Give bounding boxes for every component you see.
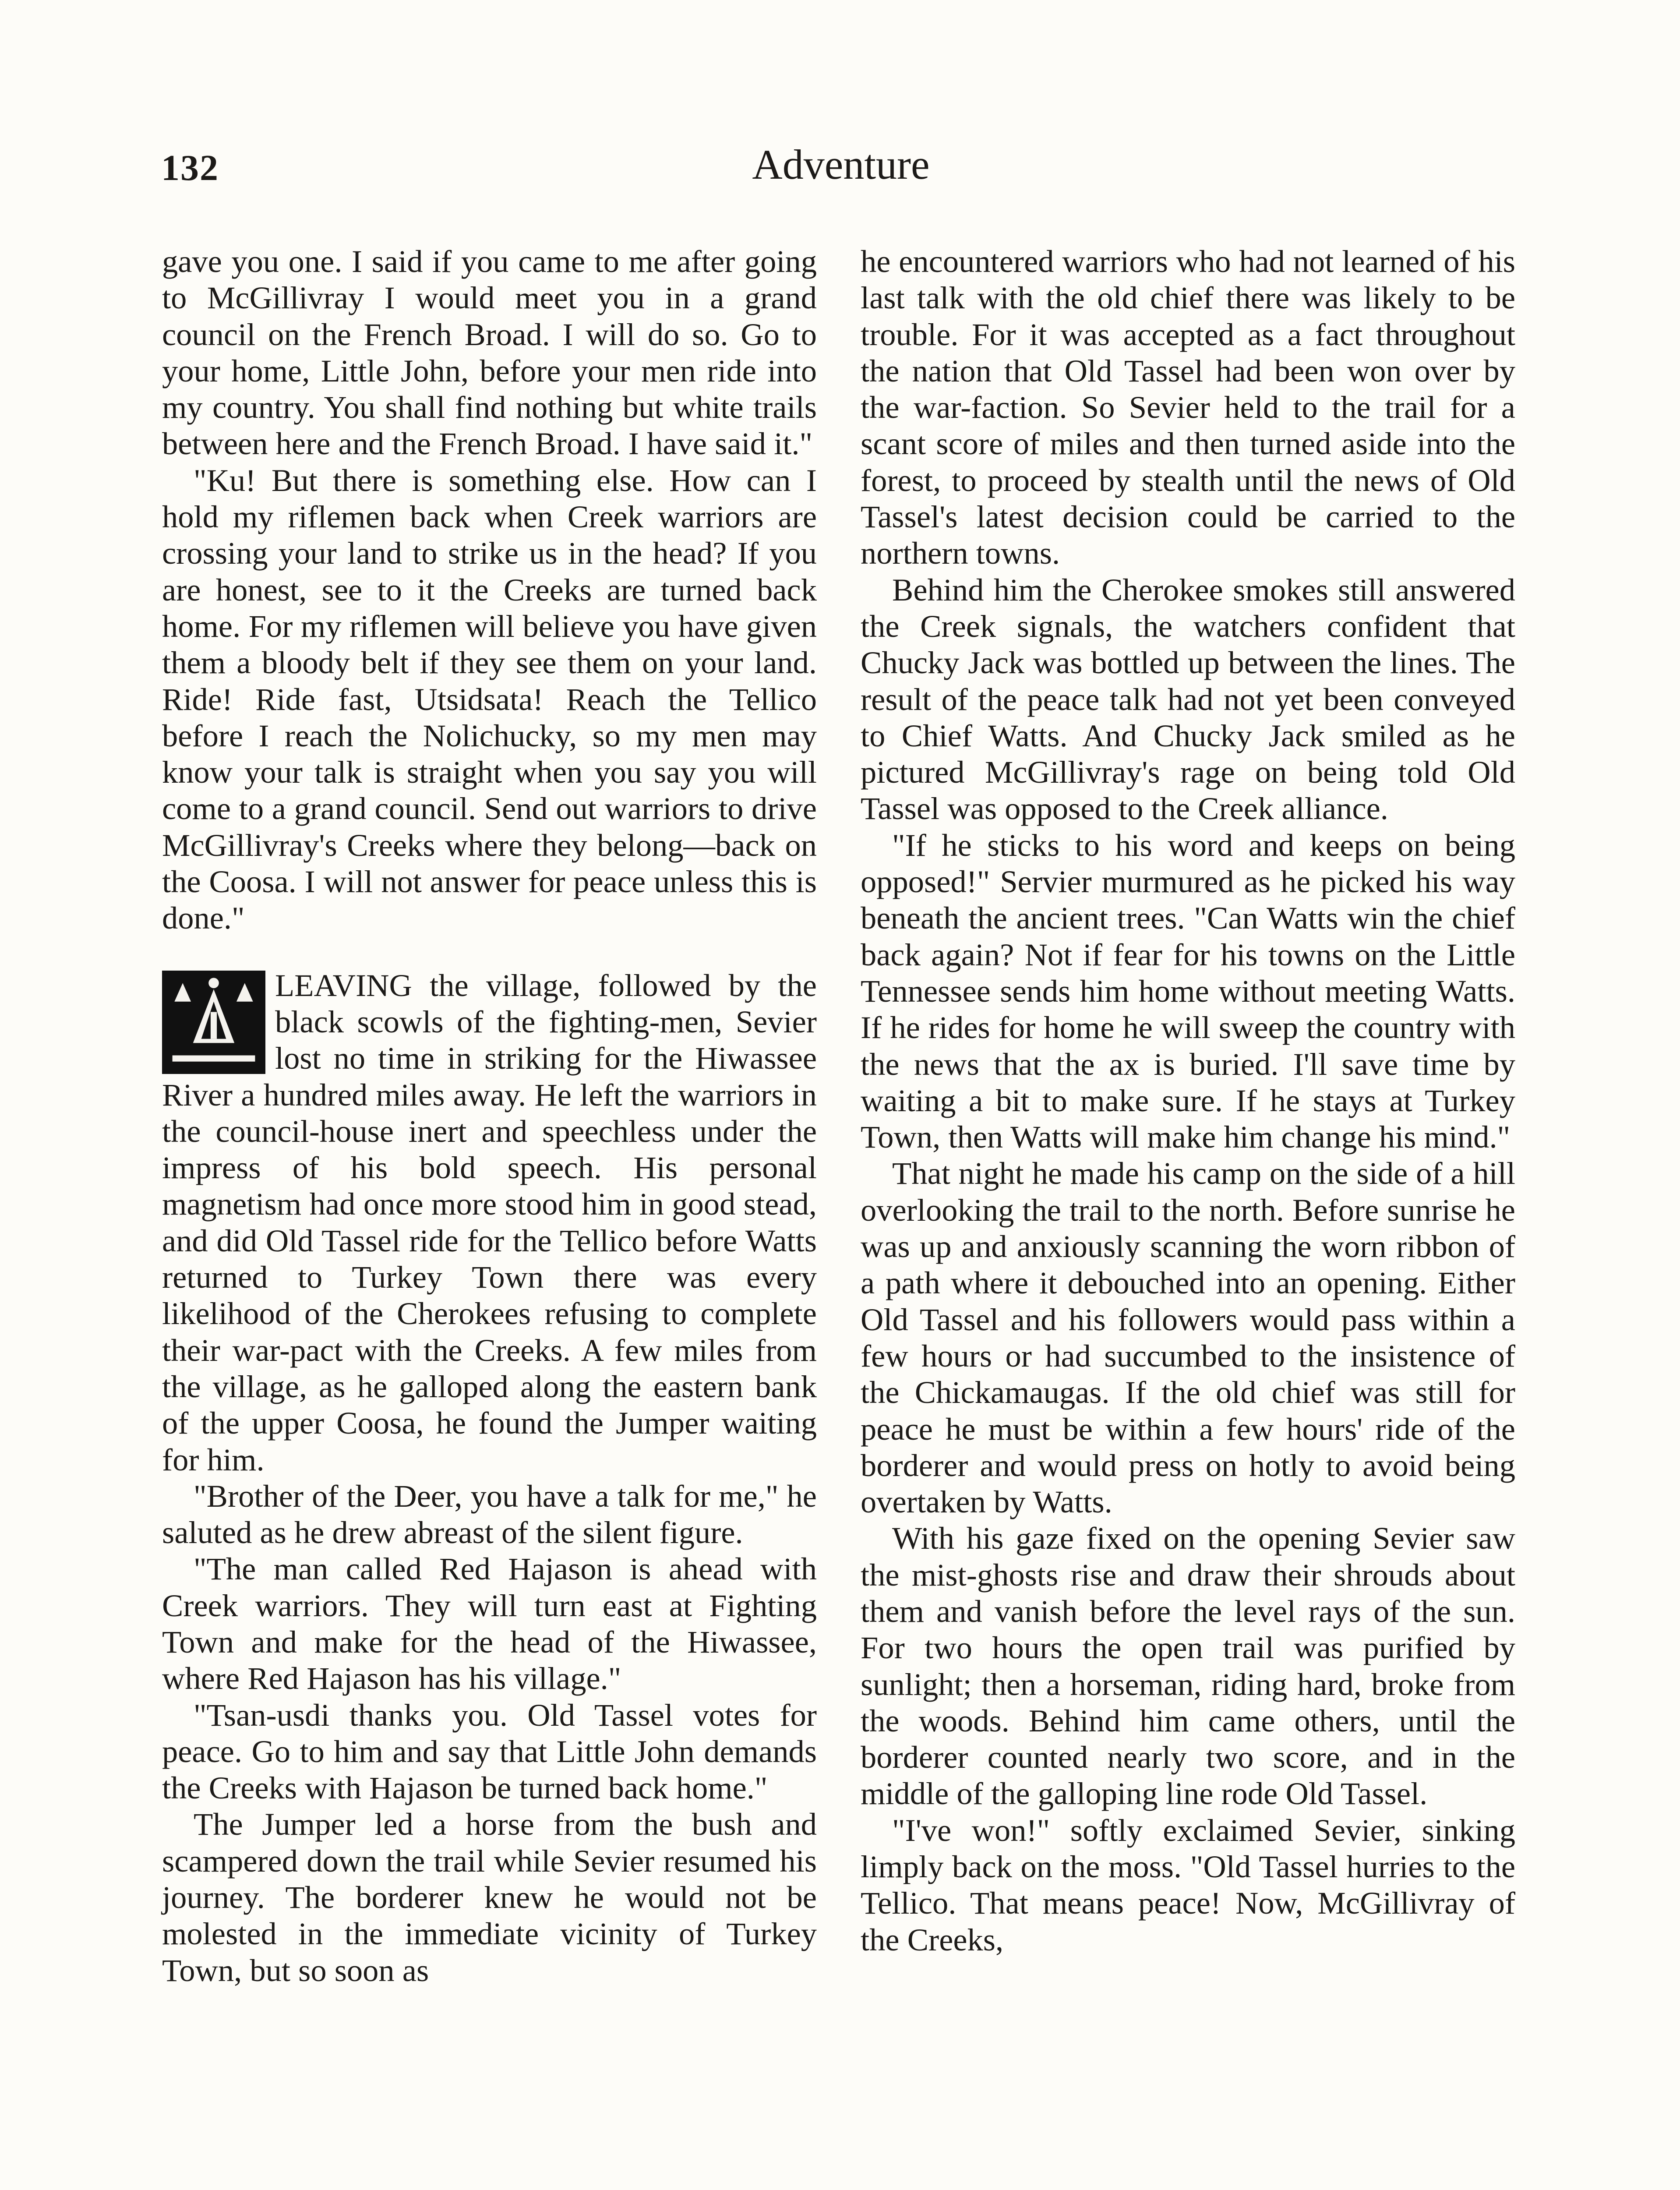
right-column xyxy=(861,243,1515,2190)
paragraph: "I've won!" softly exclaimed Sevier, sinking limply back on the moss. "Old Tassel hurries to the Tellico. That means peace! Now, McGillivray of the Creeks, xyxy=(861,1812,1515,1957)
paragraph: "If he sticks to his word and keeps on being opposed!" Servier murmured as he picked his way beneath the ancient trees. "Can Watts win the chief back again? Not if fear for his towns on the Little Tennessee sends him home without meeting Watts. If he rides for home he will sweep the country with the news that the ax is buried. I'll save time by waiting a bit to make sure. If he stays at Turkey Town, then Watts will make him change his mind." xyxy=(861,827,1515,1155)
paragraph: The Jumper led a horse from the bush and scampered down the trail while Sevier resumed his journey. The borderer knew he would not be molested in the immediate vicinity of Turkey Town, but so soon as xyxy=(162,1806,817,1988)
paragraph: That night he made his camp on the side of a hill overlooking the trail to the north. Before sunrise he was up and anxiously scanning the worn ribbon of a path where it debouched into an opening. Either Old Tassel and his followers would pass within a few hours or had succumbed to the insistence of the Chickamaugas. If the old chief was still for peace he must be within a few hours' ride of the borderer and would press on hotly to avoid being overtaken by Watts. xyxy=(861,1155,1515,1520)
paragraph: "Brother of the Deer, you have a talk for me," he saluted as he drew abreast of the silent figure. xyxy=(162,1478,817,1551)
paragraph: "Ku! But there is something else. How can I hold my riflemen back when Creek warriors are crossing your land to strike us in the head? If you are honest, see to it the Creeks are turned back home. For my riflemen will believe you have given them a bloody belt if they see them on your land. Ride! Ride fast, Utsidsata! Reach the Tellico before I reach the Nolichucky, so my men may know your talk is straight when you say you will come to a grand council. Send out warriors to drive McGillivray's Creeks where they belong—back on the Coosa. I will not answer for peace unless this is done." xyxy=(162,462,817,936)
paragraph: Behind him the Cherokee smokes still answered the Creek signals, the watchers confident that Chucky Jack was bottled up between the lines. The result of the peace talk had not yet been conveyed to Chief Watts. And Chucky Jack smiled as he pictured McGillivray's rage on being told Old Tassel was opposed to the Creek alliance. xyxy=(861,572,1515,827)
section-gap xyxy=(162,936,817,967)
paragraph: "The man called Red Hajason is ahead with Creek warriors. They will turn east at Fighting Town and make for the head of the Hiwassee, where Red Hajason has his village." xyxy=(162,1551,817,1696)
paragraph: With his gaze fixed on the opening Sevier saw the mist-ghosts rise and draw their shrouds about them and vanish before the level rays of the sun. For two hours the open trail was purified by sunlight; then a horseman, riding hard, broke from the woods. Behind him came others, until the borderer counted nearly two score, and in the middle of the galloping line rode Old Tassel. xyxy=(861,1520,1515,1812)
magazine-title: Adventure xyxy=(752,141,930,188)
decorative-initial-icon xyxy=(162,971,265,1074)
left-column xyxy=(162,243,817,2190)
paragraph: "Tsan-usdi thanks you. Old Tassel votes for peace. Go to him and say that Little John demands the Creeks with Hajason be turned back home." xyxy=(162,1697,817,1806)
lead-in-word: LEAVING xyxy=(275,967,412,1003)
paragraph: gave you one. I said if you came to me after going to McGillivray I would meet you in a grand council on the French Broad. I will do so. Go to your home, Little John, before your men ride into my country. You shall find nothing but white trails between here and the French Broad. I have said it." xyxy=(162,244,817,462)
paragraph: he encountered warriors who had not learned of his last talk with the old chief there was likely to be trouble. For it was accepted as a fact throughout the nation that Old Tassel had been won over by the war-faction. So Sevier held to the trail for a scant score of miles and then turned aside into the forest, to proceed by stealth until the news of Old Tassel's latest decision could be carried to the northern towns. xyxy=(861,244,1515,571)
section-text: the village, followed by the black scowls of the fighting-men, Sevier lost no time in striking for the Hiwassee River a hundred miles away. He left the warriors in the council-house inert and speechless under the impress of his bold speech. His personal magnetism had once more stood him in good stead, and did Old Tassel ride for the Tellico before Watts returned to Turkey Town there was every likelihood of the Cherokees refusing to complete their war-pact with the Creeks. A few miles from the village, as he galloped along the eastern bank of the upper Coosa, he found the Jumper waiting for him. xyxy=(162,967,817,1477)
section-opening-paragraph xyxy=(162,967,817,1478)
page-number: 132 xyxy=(161,148,219,188)
